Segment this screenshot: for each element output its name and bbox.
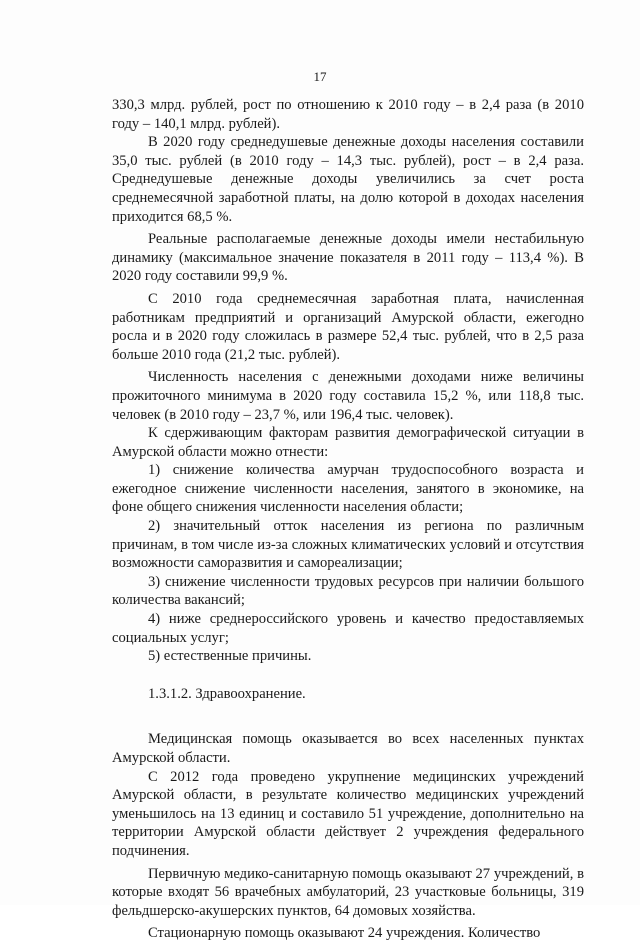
section-heading: 1.3.1.2. Здравоохранение. <box>148 685 306 702</box>
page-number: 17 <box>313 69 327 84</box>
list-item: 4) ниже среднероссийского уровень и качество предоставляемых социальных услуг; <box>112 611 584 646</box>
list-item: 3) снижение численности трудовых ресурсов при наличии большого количества вакансий; <box>112 573 584 609</box>
paragraph: Стационарную помощь оказывают 24 учреждения. Количество <box>148 925 541 942</box>
paragraph: Реальные располагаемые денежные доходы имели нестабильную динамику (максимальное значение показателя в 2011 году – 113,4 %). В 2020 году составили 99,9 %. <box>112 231 584 285</box>
paragraph: 330,3 млрд. рублей, рост по отношению к 2010 году – в 2,4 раза (в 2010 году – 140,1 млрд. рублей). <box>112 97 584 132</box>
document-body <box>112 96 584 943</box>
paragraph: С 2010 года среднемесячная заработная плата, начисленная работникам предприятий и организаций Амурской области, ежегодно росла и в 2020 году сложилась в размере 52,4 тыс. рублей, что в 2,5 раза больше 2010 года (21,2 тыс. рублей). <box>112 290 584 363</box>
paragraph: К сдерживающим факторам развития демографической ситуации в Амурской области можно отнести: <box>112 425 584 460</box>
paragraph: В 2020 году среднедушевые денежные доходы населения составили 35,0 тыс. рублей (в 2010 году – 14,3 тыс. рублей), рост – в 2,4 раза. Среднедушевые денежные доходы увеличились за счет роста среднемесячной заработной платы, на долю которой в доходах населения приходится 68,5 %. <box>112 134 584 225</box>
list-item: 2) значительный отток населения из региона по различным причинам, в том числе из-за сложных климатических условий и отсутствия возможности саморазвития и самореализации; <box>112 518 584 572</box>
paragraph: Численность населения с денежными доходами ниже величины прожиточного минимума в 2020 году составила 15,2 %, или 118,8 тыс. человек (в 2010 году – 23,7 %, или 196,4 тыс. человек). <box>112 369 584 423</box>
list-item: 5) естественные причины. <box>148 648 312 665</box>
paragraph: С 2012 года проведено укрупнение медицинских учреждений Амурской области, в результате количество медицинских учреждений уменьшилось на 13 единиц и составило 51 учреждение, дополнительно на территории Амурской области действует 2 учреждения федерального подчинения. <box>112 768 584 859</box>
list-item: 1) снижение количества амурчан трудоспособного возраста и ежегодное снижение численности населения, занятого в экономике, на фоне общего снижения численности населения области; <box>112 462 584 516</box>
paragraph: Медицинская помощь оказывается во всех населенных пунктах Амурской области. <box>112 731 584 766</box>
paragraph: Первичную медико-санитарную помощь оказывают 27 учреждений, в которые входят 56 врачебных амбулаторий, 23 участковые больницы, 319 фельдшерско-акушерских пунктов, 64 домовых хозяйства. <box>112 865 584 919</box>
